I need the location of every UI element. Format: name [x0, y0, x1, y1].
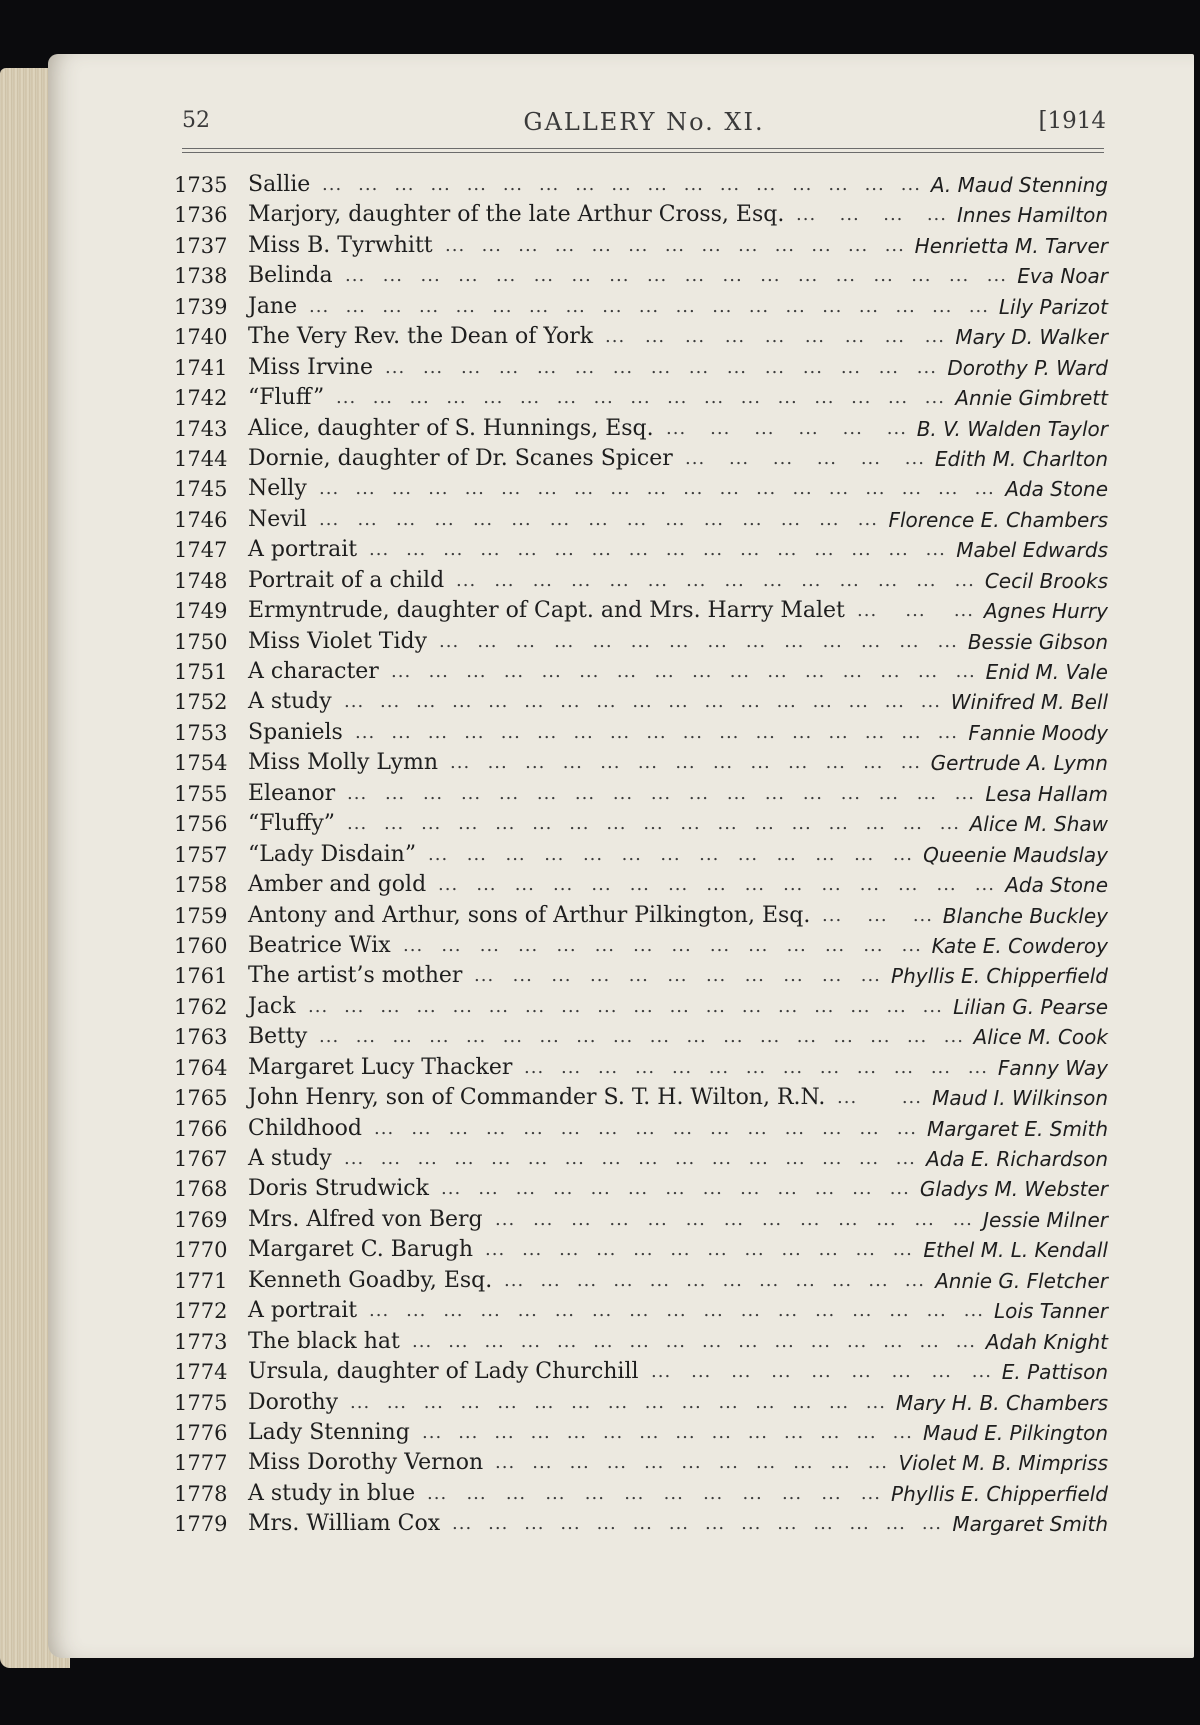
- catalogue-entry: [174, 596, 1108, 626]
- entry-number: 1752: [174, 690, 228, 715]
- entry-number: 1738: [174, 264, 228, 289]
- entry-artist: Lois Tanner: [994, 1299, 1108, 1324]
- catalogue-entry: [174, 200, 1108, 230]
- entry-number: 1748: [174, 568, 228, 593]
- dot-leader: ... ... ... ... ... ... ... ... ... ... ... ... ... ...: [456, 569, 975, 591]
- entry-title: Miss Molly Lymn: [248, 750, 439, 776]
- entry-title: Miss Dorothy Vernon: [248, 1450, 484, 1476]
- entry-title: Betty: [248, 1024, 308, 1050]
- dot-leader: ... ...: [837, 1087, 922, 1109]
- entry-number: 1757: [174, 842, 228, 867]
- entry-title: The Very Rev. the Dean of York: [248, 324, 594, 350]
- entry-number: 1775: [174, 1390, 228, 1415]
- entry-number: 1741: [174, 355, 228, 380]
- entry-number: 1769: [174, 1207, 228, 1232]
- entry-title: Beatrice Wix: [248, 932, 391, 958]
- entry-artist: Mary D. Walker: [955, 325, 1108, 350]
- entry-number: 1766: [174, 1116, 228, 1141]
- dot-leader: ... ... ... ... ... ... ... ... ... ... ... ... ... ... ... ...: [391, 661, 976, 682]
- entry-number: 1778: [174, 1481, 228, 1506]
- dot-leader: ... ... ... ... ... ... ... ... ... ... ... ... ... ... ... ... ... ... ...: [309, 295, 989, 317]
- entry-title: Eleanor: [248, 780, 336, 806]
- catalogue-entry: [174, 444, 1108, 474]
- catalogue-entry: [174, 870, 1108, 900]
- dot-leader: ... ... ...: [822, 904, 933, 926]
- entry-title: The artist’s mother: [248, 963, 463, 989]
- dot-leader: ... ... ... ... ... ... ... ... ...: [651, 1361, 992, 1383]
- entry-artist: Bessie Gibson: [967, 629, 1108, 654]
- entry-artist: Alice M. Shaw: [969, 812, 1108, 837]
- entry-artist: Enid M. Vale: [985, 660, 1108, 684]
- dot-leader: ... ... ... ... ... ... ... ... ... ... ... ... ... ... ... ... ...: [347, 782, 975, 804]
- entry-number: 1771: [174, 1268, 228, 1293]
- page-number: 52: [182, 108, 210, 133]
- entry-title: Miss Irvine: [248, 354, 373, 380]
- entry-title: “Fluff”: [248, 385, 325, 411]
- entry-title: Miss B. Tyrwhitt: [248, 232, 433, 258]
- catalogue-entry: [174, 1083, 1108, 1113]
- entry-title: Marjory, daughter of the late Arthur Cross, Esq.: [248, 202, 785, 228]
- entry-artist: Mary H. B. Chambers: [895, 1390, 1108, 1415]
- entry-number: 1739: [174, 294, 228, 319]
- entry-number: 1740: [174, 325, 228, 350]
- catalogue-entry: [174, 231, 1108, 261]
- catalogue-entry: [174, 1174, 1108, 1204]
- entry-title: A character: [248, 659, 379, 684]
- entry-artist: E. Pattison: [1001, 1360, 1108, 1385]
- dot-leader: ... ... ... ... ... ... ... ... ... ... ... ...: [504, 1269, 925, 1291]
- entry-artist: Agnes Hurry: [983, 599, 1108, 624]
- dot-leader: ... ... ... ... ... ... ... ... ... ... ... ... ... ... ...: [350, 1391, 886, 1413]
- entry-number: 1756: [174, 812, 228, 837]
- entry-number: 1746: [174, 507, 228, 532]
- catalogue-entry: [174, 1509, 1108, 1539]
- dot-leader: ... ... ... ... ... ... ... ... ... ... ... ... ...: [524, 1056, 988, 1078]
- entry-artist: Ada E. Richardson: [926, 1147, 1108, 1171]
- catalogue-entry: [174, 1327, 1108, 1357]
- entry-title: A portrait: [248, 1298, 358, 1324]
- entry-number: 1754: [174, 751, 228, 776]
- entry-number: 1747: [174, 538, 228, 563]
- dot-leader: ... ... ... ... ... ... ... ... ... ... ...: [474, 965, 881, 987]
- dot-leader: ... ... ... ... ... ... ... ... ... ... ... ... ... ...: [422, 1421, 913, 1443]
- page-header: [182, 108, 1106, 144]
- catalogue-entry: [174, 627, 1108, 657]
- catalogue-entry: [174, 505, 1108, 535]
- catalogue-entry: [174, 809, 1108, 839]
- entry-number: 1764: [174, 1055, 228, 1080]
- entry-title: Belinda: [248, 263, 333, 289]
- dot-leader: ... ... ... ... ... ... ... ... ... ... ... ... ...: [495, 1208, 973, 1230]
- entry-artist: Margaret Smith: [952, 1512, 1108, 1537]
- entry-number: 1779: [174, 1512, 228, 1537]
- entry-number: 1750: [174, 629, 228, 654]
- catalogue-entry: [174, 931, 1108, 961]
- dot-leader: ... ... ... ... ... ... ... ... ... ... ... ... ...: [450, 752, 921, 774]
- catalogue-entry: [174, 1022, 1108, 1052]
- entry-title: Alice, daughter of S. Hunnings, Esq.: [248, 415, 654, 441]
- entry-artist: Blanche Buckley: [942, 903, 1108, 928]
- catalogue-entry: [174, 292, 1108, 322]
- dot-leader: ... ... ... ... ... ... ... ... ... ... ... ... ... ... ... ... ... ...: [308, 995, 943, 1017]
- running-title: GALLERY No. XI.: [523, 108, 765, 136]
- dot-leader: ... ... ... ... ... ... ... ... ...: [605, 326, 945, 348]
- entry-number: 1749: [174, 599, 228, 624]
- entry-artist: Ada Stone: [1005, 477, 1108, 502]
- catalogue-entry: [174, 779, 1108, 809]
- catalogue-entry: [174, 1296, 1108, 1326]
- dot-leader: ... ... ... ... ... ... ... ... ... ... ... ... ... ... ...: [374, 1117, 917, 1139]
- catalogue-entry: [174, 1114, 1108, 1144]
- entry-artist: Phyllis E. Chipperfield: [891, 1481, 1108, 1506]
- entry-artist: Kate E. Cowderoy: [931, 933, 1108, 958]
- catalogue-entry: [174, 566, 1108, 596]
- entry-artist: Adah Knight: [985, 1329, 1108, 1354]
- year-mark: [1914: [1038, 108, 1106, 134]
- dot-leader: ... ... ... ... ... ... ... ... ... ... ... ... ... ... ... ... ...: [347, 813, 960, 835]
- dot-leader: ... ... ... ... ... ... ... ... ... ... ... ... ... ... ... ... ...: [336, 387, 945, 409]
- dot-leader: ... ... ... ... ... ... ... ... ... ... ... ... ... ... ... ... ... ... ...: [319, 478, 995, 500]
- entry-title: “Lady Disdain”: [248, 841, 417, 867]
- catalogue-entry: [174, 474, 1108, 504]
- entry-artist: Alice M. Cook: [973, 1025, 1108, 1050]
- entry-number: 1751: [174, 660, 228, 684]
- dot-leader: ... ... ... ... ... ... ... ... ... ... ... ... ... ... ... ... ...: [322, 174, 921, 195]
- dot-leader: ... ... ... ... ... ... ... ... ... ... ... ... ... ... ... ...: [344, 1148, 916, 1169]
- entry-artist: Gertrude A. Lymn: [930, 751, 1108, 776]
- catalogue-entry: [174, 840, 1108, 870]
- entry-title: Jack: [248, 993, 296, 1019]
- entry-artist: Mabel Edwards: [956, 538, 1108, 563]
- catalogue-entry: [174, 1144, 1108, 1174]
- entry-title: Ursula, daughter of Lady Churchill: [248, 1359, 639, 1385]
- catalogue-entry: [174, 748, 1108, 778]
- entry-title: “Fluffy”: [248, 811, 336, 837]
- dot-leader: ... ... ... ... ... ... ... ... ... ... ... ... ... ...: [403, 934, 922, 956]
- dot-leader: ... ... ... ... ... ... ... ... ... ... ... ... ... ... ... ... ... ...: [345, 265, 1007, 287]
- entry-artist: Edith M. Charlton: [934, 446, 1108, 471]
- entry-artist: Winifred M. Bell: [950, 690, 1108, 715]
- entry-number: 1745: [174, 477, 228, 502]
- catalogue-entry: [174, 1357, 1108, 1387]
- catalogue-entry: [174, 657, 1108, 687]
- entry-number: 1762: [174, 994, 228, 1019]
- dot-leader: ... ... ... ... ... ... ... ... ... ... ... ... ... ... ... ...: [412, 1330, 976, 1352]
- entry-artist: Lesa Hallam: [985, 781, 1108, 806]
- entry-title: Margaret Lucy Thacker: [248, 1054, 513, 1080]
- dot-leader: ... ... ... ... ... ...: [685, 447, 925, 469]
- entry-artist: Queenie Maudslay: [923, 842, 1108, 867]
- catalogue-entry: [174, 414, 1108, 444]
- catalogue-list: [174, 170, 1108, 1540]
- entry-artist: Maud E. Pilkington: [922, 1420, 1108, 1445]
- entry-artist: Jessie Milner: [983, 1207, 1108, 1232]
- entry-artist: Lily Parizot: [998, 294, 1108, 319]
- entry-number: 1776: [174, 1420, 228, 1445]
- entry-artist: B. V. Walden Taylor: [916, 416, 1108, 441]
- catalogue-entry: [174, 383, 1108, 413]
- catalogue-entry: [174, 901, 1108, 931]
- dot-leader: ... ... ... ... ... ... ... ... ... ... ... ... ... ... ... ... ... ...: [319, 1026, 964, 1048]
- entry-title: Lady Stenning: [248, 1419, 410, 1445]
- catalogue-entry: [174, 1418, 1108, 1448]
- entry-artist: Fanny Way: [997, 1055, 1108, 1080]
- dot-leader: ... ... ... ... ... ... ... ... ... ... ... ... ... ...: [452, 1513, 942, 1535]
- catalogue-entry: [174, 992, 1108, 1022]
- entry-artist: Phyllis E. Chipperfield: [891, 964, 1108, 989]
- entry-number: 1767: [174, 1147, 228, 1171]
- entry-artist: Florence E. Chambers: [888, 507, 1108, 532]
- dot-leader: ... ... ... ... ... ... ... ... ... ... ... ... ...: [445, 234, 905, 256]
- dot-leader: ... ... ... ... ... ... ... ... ... ... ... ...: [427, 1482, 881, 1504]
- catalogue-entry: [174, 961, 1108, 991]
- entry-title: Dornie, daughter of Dr. Scanes Spicer: [248, 445, 673, 471]
- dot-leader: ... ... ... ... ... ... ... ... ... ... ... ... ... ... ... ... ...: [344, 691, 941, 713]
- dot-leader: ... ... ... ... ... ... ... ... ... ... ... ... ...: [428, 843, 913, 865]
- entry-number: 1777: [174, 1451, 228, 1476]
- dot-leader: ... ... ... ... ... ... ... ... ... ... ...: [495, 1452, 888, 1474]
- catalogue-entry: [174, 322, 1108, 352]
- entry-artist: Lilian G. Pearse: [953, 994, 1108, 1019]
- catalogue-entry: [174, 535, 1108, 565]
- entry-artist: Annie G. Fletcher: [935, 1268, 1108, 1293]
- entry-number: 1763: [174, 1025, 228, 1050]
- entry-number: 1768: [174, 1177, 228, 1202]
- dot-leader: ... ... ... ... ... ... ... ... ... ... ... ... ... ... ...: [319, 508, 878, 530]
- dot-leader: ... ... ... ... ... ... ... ... ... ... ... ... ...: [441, 1178, 910, 1200]
- entry-title: John Henry, son of Commander S. T. H. Wilton, R.N.: [248, 1085, 826, 1111]
- catalogue-entry: [174, 1266, 1108, 1296]
- entry-number: 1742: [174, 386, 228, 411]
- dot-leader: ... ... ... ... ... ... ... ... ... ... ... ... ... ... ...: [438, 874, 995, 896]
- entry-title: Mrs. Alfred von Berg: [248, 1206, 483, 1232]
- dot-leader: ... ... ...: [857, 600, 974, 622]
- entry-number: 1772: [174, 1299, 228, 1324]
- entry-artist: Ethel M. L. Kendall: [923, 1238, 1108, 1263]
- entry-number: 1770: [174, 1238, 228, 1263]
- entry-title: Sallie: [248, 172, 311, 197]
- entry-title: Dorothy: [248, 1389, 339, 1415]
- dot-leader: ... ... ... ...: [796, 204, 947, 226]
- catalogue-entry: [174, 1479, 1108, 1509]
- entry-number: 1753: [174, 720, 228, 745]
- entry-number: 1755: [174, 781, 228, 806]
- entry-number: 1773: [174, 1329, 228, 1354]
- entry-artist: Henrietta M. Tarver: [914, 233, 1108, 258]
- entry-title: Doris Strudwick: [248, 1176, 429, 1202]
- entry-artist: Violet M. B. Mimpriss: [898, 1451, 1108, 1476]
- entry-title: A study: [248, 689, 332, 715]
- entry-artist: Annie Gimbrett: [955, 386, 1108, 411]
- entry-title: Mrs. William Cox: [248, 1511, 441, 1537]
- entry-title: Portrait of a child: [248, 567, 445, 593]
- entry-artist: Cecil Brooks: [984, 568, 1108, 593]
- entry-artist: Dorothy P. Ward: [947, 355, 1108, 380]
- entry-title: Nevil: [248, 506, 307, 532]
- dot-leader: ... ... ... ... ... ... ... ... ... ... ... ... ... ... ... ... ...: [369, 1300, 984, 1322]
- entry-number: 1737: [174, 233, 228, 258]
- catalogue-entry: [174, 1053, 1108, 1083]
- catalogue-entry: [174, 1205, 1108, 1235]
- catalogue-entry: [174, 1235, 1108, 1265]
- dot-leader: ... ... ... ... ... ... ... ... ... ... ... ... ... ... ...: [385, 356, 937, 378]
- entry-number: 1765: [174, 1086, 228, 1111]
- entry-title: A portrait: [248, 537, 358, 563]
- entry-number: 1735: [174, 173, 228, 197]
- entry-number: 1736: [174, 203, 228, 228]
- entry-number: 1744: [174, 446, 228, 471]
- entry-title: Margaret C. Barugh: [248, 1237, 473, 1263]
- catalogue-entry: [174, 687, 1108, 717]
- catalogue-entry: [174, 718, 1108, 748]
- catalogue-entry: [174, 170, 1108, 200]
- entry-title: The black hat: [248, 1328, 400, 1354]
- entry-artist: Gladys M. Webster: [919, 1177, 1108, 1202]
- entry-artist: Fannie Moody: [968, 720, 1108, 745]
- entry-title: A study: [248, 1146, 332, 1171]
- entry-title: Childhood: [248, 1115, 362, 1141]
- entry-artist: Ada Stone: [1005, 873, 1108, 898]
- entry-number: 1760: [174, 933, 228, 958]
- catalogue-entry: [174, 261, 1108, 291]
- entry-title: A study in blue: [248, 1480, 416, 1506]
- entry-artist: Margaret E. Smith: [926, 1116, 1108, 1141]
- entry-title: Antony and Arthur, sons of Arthur Pilkington, Esq.: [248, 902, 811, 928]
- entry-artist: Innes Hamilton: [957, 203, 1108, 228]
- entry-number: 1774: [174, 1360, 228, 1385]
- entry-number: 1743: [174, 416, 228, 441]
- entry-number: 1758: [174, 873, 228, 898]
- dot-leader: ... ... ... ... ... ... ... ... ... ... ... ... ... ...: [439, 630, 958, 652]
- catalogue-entry: [174, 1388, 1108, 1418]
- entry-number: 1761: [174, 964, 228, 989]
- entry-artist: Eva Noar: [1017, 264, 1108, 289]
- dot-leader: ... ... ... ... ... ... ... ... ... ... ... ... ... ... ... ... ...: [355, 721, 958, 743]
- entry-artist: A. Maud Stenning: [930, 173, 1108, 197]
- entry-title: Jane: [248, 293, 298, 319]
- catalogue-entry: [174, 1448, 1108, 1478]
- catalogue-entry: [174, 353, 1108, 383]
- entry-title: Spaniels: [248, 719, 343, 745]
- entry-title: Kenneth Goadby, Esq.: [248, 1267, 493, 1293]
- entry-artist: Maud I. Wilkinson: [932, 1086, 1108, 1111]
- entry-title: Nelly: [248, 476, 307, 502]
- dot-leader: ... ... ... ... ... ...: [666, 417, 907, 439]
- header-rule: [182, 148, 1104, 153]
- entry-title: Miss Violet Tidy: [248, 628, 428, 654]
- dot-leader: ... ... ... ... ... ... ... ... ... ... ... ... ... ... ... ...: [369, 539, 946, 561]
- dot-leader: ... ... ... ... ... ... ... ... ... ... ... ...: [485, 1239, 913, 1261]
- entry-title: Ermyntrude, daughter of Capt. and Mrs. Harry Malet: [248, 598, 845, 624]
- entry-title: Amber and gold: [248, 872, 427, 898]
- entry-number: 1759: [174, 903, 228, 928]
